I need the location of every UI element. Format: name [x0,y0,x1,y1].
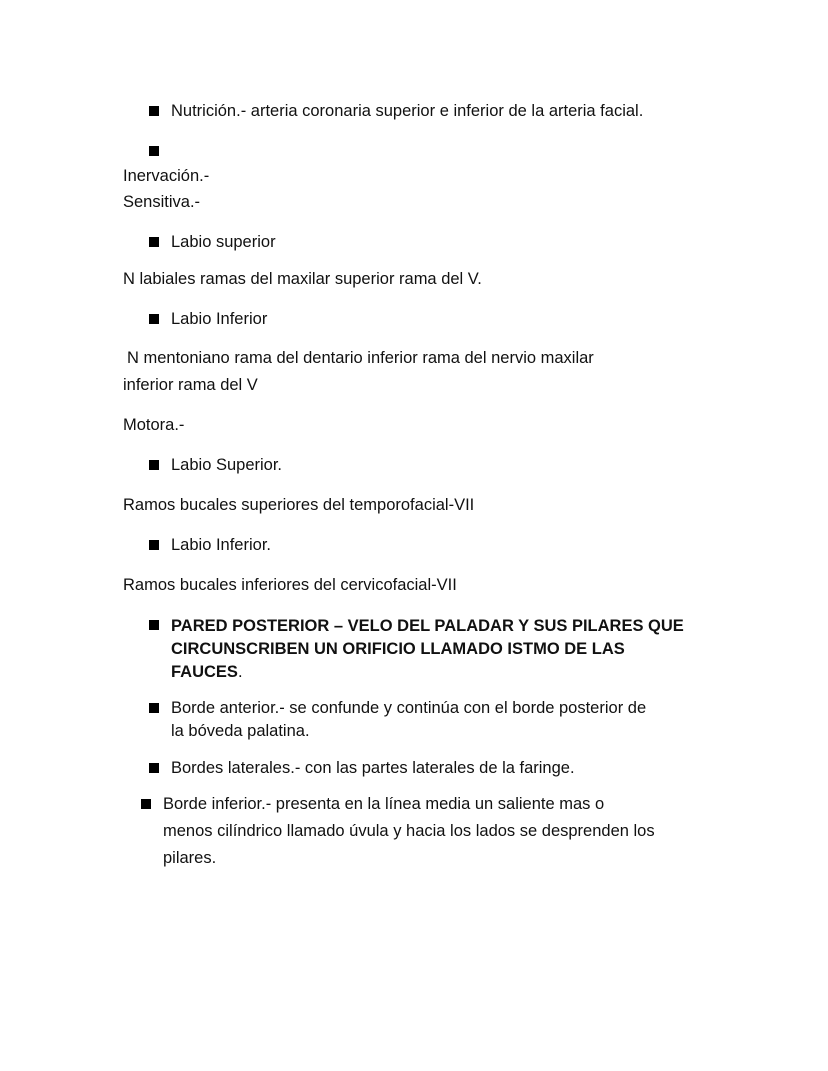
square-bullet-icon [149,703,159,713]
pared-posterior-period: . [237,663,243,681]
n-labiales-text: N labiales ramas del maxilar superior rama del V. [123,270,482,288]
motora-heading: Motora.- [123,416,185,434]
inervacion-heading: Inervación.- [123,167,210,185]
labio-superior-motora-item: Labio Superior. [171,456,282,474]
square-bullet-icon [149,763,159,773]
ramos-superiores-text: Ramos bucales superiores del temporofacial-VII [123,496,475,514]
n-mentoniano-line-1: N mentoniano rama del dentario inferior rama del nervio maxilar [127,349,594,367]
ramos-inferiores-text: Ramos bucales inferiores del cervicofacial-VII [123,576,457,594]
borde-inferior-line-3: pilares. [163,849,217,867]
nutricion-item: Nutrición.- arteria coronaria superior e inferior de la arteria facial. [171,102,644,120]
sensitiva-heading: Sensitiva.- [123,193,201,211]
square-bullet-icon [149,540,159,550]
labio-superior-item: Labio superior [171,233,276,251]
pared-posterior-line-1: PARED POSTERIOR – VELO DEL PALADAR Y SUS PILARES QUE [171,617,684,635]
square-bullet-icon [141,799,151,809]
square-bullet-icon [149,237,159,247]
square-bullet-icon [149,620,159,630]
square-bullet-icon [149,146,159,156]
square-bullet-icon [149,106,159,116]
labio-inferior-motora-item: Labio Inferior. [171,536,271,554]
borde-inferior-line-2: menos cilíndrico llamado úvula y hacia los lados se desprenden los [163,822,655,840]
borde-anterior-line-2: la bóveda palatina. [171,722,310,740]
borde-anterior-line-1: Borde anterior.- se confunde y continúa con el borde posterior de [171,699,647,717]
pared-posterior-line-2: CIRCUNSCRIBEN UN ORIFICIO LLAMADO ISTMO DE LAS [171,640,625,658]
borde-inferior-line-1: Borde inferior.- presenta en la línea media un saliente mas o [163,795,605,813]
square-bullet-icon [149,314,159,324]
bordes-laterales-item: Bordes laterales.- con las partes laterales de la faringe. [171,759,575,777]
pared-posterior-fauces: FAUCES [171,663,238,681]
pared-posterior-line-3 [171,659,691,686]
n-mentoniano-line-2: inferior rama del V [123,376,258,394]
labio-inferior-item: Labio Inferior [171,310,268,328]
square-bullet-icon [149,460,159,470]
